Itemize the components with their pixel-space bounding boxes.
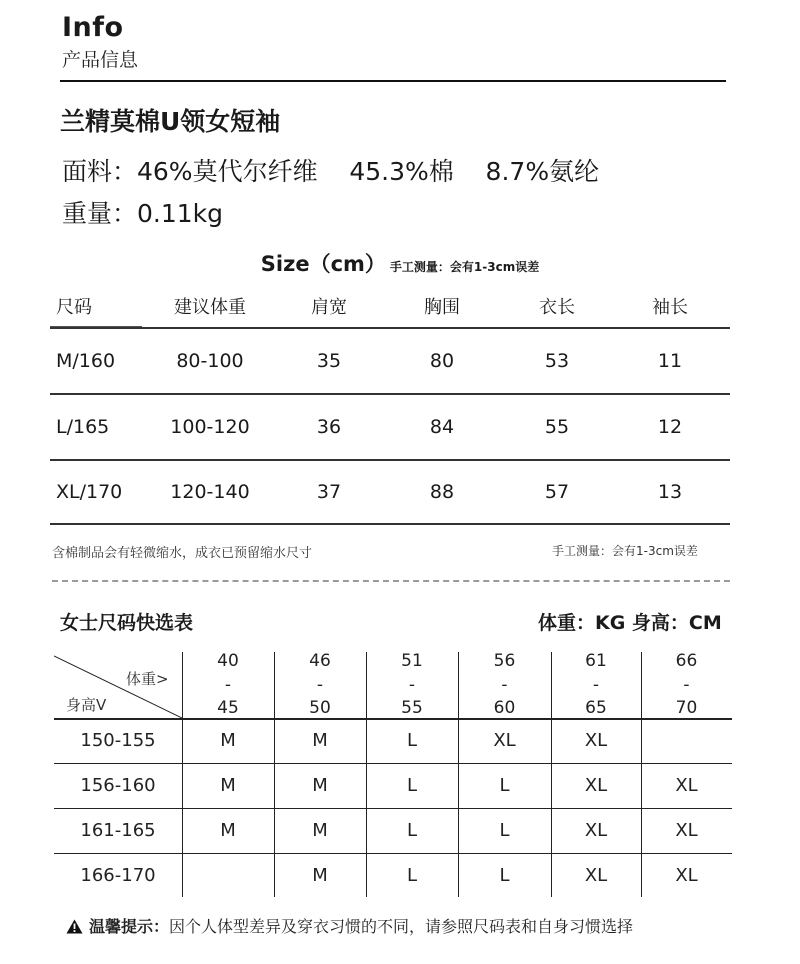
size-recommendation: L: [406, 775, 418, 796]
grid-hline: [54, 763, 732, 764]
table-cell: 12: [657, 416, 683, 438]
table-cell: 84: [429, 416, 455, 438]
grid-hline: [54, 853, 732, 854]
header-divider: [60, 80, 726, 82]
size-recommendation: XL: [584, 820, 608, 841]
weight-range-header: [641, 652, 732, 718]
size-recommendation: M: [220, 775, 236, 796]
table-cell: 53: [544, 350, 570, 372]
weight-range-header: [182, 652, 274, 718]
table-cell: XL/170: [56, 481, 123, 503]
weight-range-dash: -: [501, 674, 508, 695]
height-range-label: 166-170: [80, 865, 156, 886]
corner-height-label: 身高V: [66, 696, 107, 714]
dashed-divider: [52, 580, 730, 582]
weight-range-from: 56: [493, 651, 516, 671]
size-table: [50, 285, 730, 525]
size-recommendation: XL: [675, 775, 698, 796]
column-header: 衣长: [539, 297, 575, 318]
table-cell: 36: [316, 416, 342, 438]
size-recommendation: XL: [584, 775, 608, 796]
weight-range-to: 45: [217, 698, 239, 718]
size-recommendation: M: [312, 820, 328, 841]
weight-range-to: 65: [585, 698, 607, 718]
weight-range-from: 51: [401, 651, 423, 671]
fabric-composition: 面料：46%莫代尔纤维 45.3%棉 8.7%氨纶: [62, 157, 600, 186]
size-recommendation: L: [499, 865, 510, 886]
table-cell: 80: [429, 350, 455, 372]
table-cell: 37: [316, 481, 342, 503]
weight-range-header: [274, 652, 366, 718]
column-header: 尺码: [56, 297, 92, 318]
size-heading-note: 手工测量：会有1-3cm误差: [389, 260, 540, 274]
size-recommendation: L: [406, 820, 418, 841]
size-heading-label: Size（cm）: [260, 252, 386, 276]
info-subtitle: 产品信息: [62, 49, 139, 71]
weight-range-dash: -: [316, 674, 324, 695]
table-cell: L/165: [56, 416, 110, 438]
table-cell: 100-120: [170, 416, 250, 438]
weight-range-from: 40: [217, 651, 239, 671]
shrinkage-note: 含棉制品会有轻微缩水，成衣已预留缩水尺寸: [52, 546, 313, 561]
weight-range-dash: -: [683, 674, 690, 695]
quick-select-table: [54, 652, 732, 897]
size-recommendation: M: [220, 820, 236, 841]
weight-range-dash: -: [408, 674, 416, 695]
table-cell: 120-140: [170, 481, 250, 503]
corner-weight-label: 体重>: [126, 670, 169, 688]
weight-range-header: [366, 652, 458, 718]
size-recommendation: M: [312, 775, 328, 796]
weight-range-from: 66: [675, 651, 698, 671]
column-header: 建议体重: [174, 297, 246, 318]
size-chart-heading: [0, 248, 800, 278]
table-cell: 11: [657, 350, 683, 372]
size-recommendation: L: [406, 865, 418, 886]
grid-hline: [54, 808, 732, 809]
weight-range-from: 61: [585, 651, 607, 671]
size-recommendation: XL: [584, 865, 608, 886]
height-range-label: 156-160: [80, 775, 156, 796]
table-cell: 13: [657, 481, 683, 503]
weight-range-header: [458, 652, 551, 718]
tip-text: 因个人体型差异及穿衣习惯的不同，请参照尺码表和自身习惯选择: [169, 917, 634, 936]
height-range-label: 150-155: [80, 730, 156, 751]
weight-range-to: 70: [675, 698, 698, 718]
table-cell: M/160: [56, 350, 116, 372]
size-recommendation: L: [499, 775, 510, 796]
table-cell: 80-100: [176, 350, 244, 372]
weight-range-to: 60: [493, 698, 516, 718]
warm-tip: [66, 914, 633, 937]
product-name: 兰精莫棉U领女短袖: [60, 107, 281, 136]
size-recommendation: XL: [493, 730, 516, 751]
grid-hline: [54, 718, 732, 720]
weight-range-dash: -: [592, 674, 600, 695]
weight-range-header: [551, 652, 641, 718]
size-recommendation: L: [499, 820, 510, 841]
table-row: [50, 393, 730, 459]
size-table-header: [50, 285, 730, 327]
measurement-note: 手工测量：会有1-3cm误差: [552, 544, 698, 558]
size-recommendation: XL: [675, 865, 698, 886]
weight-range-to: 50: [309, 698, 331, 718]
size-recommendation: XL: [675, 820, 698, 841]
table-cell: 57: [544, 481, 570, 503]
table-row: [50, 327, 730, 393]
size-recommendation: M: [220, 730, 236, 751]
weight-range-to: 55: [401, 698, 423, 718]
column-header: 肩宽: [311, 297, 347, 318]
quick-select-title: 女士尺码快选表: [60, 612, 194, 634]
column-header: 胸围: [424, 297, 460, 318]
warning-icon: [66, 919, 83, 934]
table-cell: 88: [429, 481, 455, 503]
table-row: [50, 459, 730, 525]
info-title: Info: [62, 12, 124, 43]
quick-select-units: 体重：KG 身高：CM: [538, 612, 722, 634]
tip-lead: 温馨提示：: [89, 917, 170, 936]
table-cell: 35: [316, 350, 342, 372]
size-recommendation: M: [312, 865, 328, 886]
size-recommendation: M: [312, 730, 328, 751]
height-range-label: 161-165: [80, 820, 156, 841]
size-recommendation: L: [406, 730, 418, 751]
size-recommendation: XL: [584, 730, 608, 751]
table-cell: 55: [544, 416, 570, 438]
column-header: 袖长: [652, 297, 688, 318]
product-weight: 重量：0.11kg: [62, 199, 224, 228]
weight-range-dash: -: [224, 674, 232, 695]
weight-range-from: 46: [309, 651, 331, 671]
